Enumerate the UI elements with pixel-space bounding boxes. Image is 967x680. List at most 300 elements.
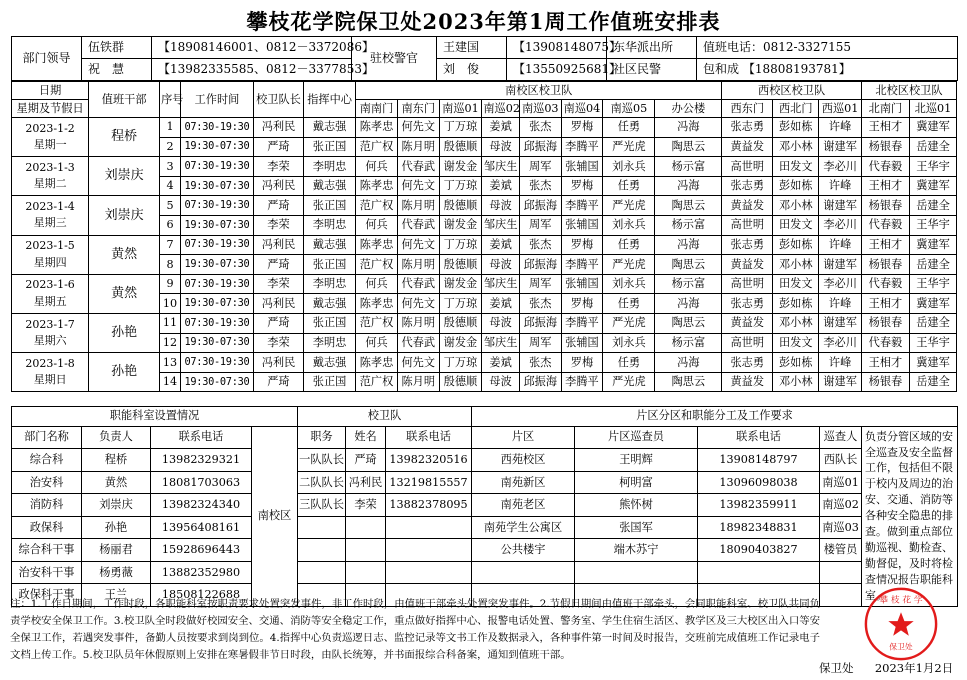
police-phone: 【13908148075】: [507, 37, 607, 59]
staff-cell: 范广权: [356, 255, 398, 275]
staff-cell: 杨示富: [655, 157, 722, 177]
staff-cell: 许峰: [819, 176, 862, 196]
header-south-group: 南校区校卫队: [356, 82, 722, 100]
guard-header: 联系电话: [386, 426, 472, 449]
guard-cell: [298, 539, 346, 562]
staff-cell: 冀建军: [909, 235, 956, 255]
seq-cell: 11: [160, 313, 181, 333]
footer: [819, 660, 953, 676]
page-title: 攀枝花学院保卫处2023年第1周工作值班安排表: [246, 9, 721, 34]
guard-cell: [346, 561, 386, 584]
area-cell: 13096098038: [698, 471, 820, 494]
date-cell: [12, 196, 89, 235]
time-cell: 19:30-07:30: [180, 294, 253, 314]
staff-cell: 杨示富: [655, 333, 722, 353]
staff-cell: 邱振海: [519, 313, 561, 333]
staff-cell: 何先文: [397, 118, 439, 138]
leader-phone: 【18908146001、0812－3372086】: [152, 37, 352, 59]
area-cell: [820, 584, 862, 607]
staff-cell: 任勇: [603, 353, 655, 373]
staff-cell: 田发文: [773, 157, 819, 177]
staff-cell: 陈孝忠: [356, 353, 398, 373]
area-section-title: 片区分区和职能分工及工作要求: [472, 407, 958, 427]
staff-cell: 张杰: [519, 235, 561, 255]
staff-cell: 许峰: [819, 353, 862, 373]
guard-cell: 三队队长: [298, 494, 346, 517]
header-post-column: 北南门: [861, 100, 909, 118]
area-description: 负责分管区域的安全巡查及安全监督工作，包括但不限于校内及周边的治安、交通、消防等各种安全隐患的排查。做到重点部位勤巡视、勤检查、勤督促，及时将检查情况报告职能科室。: [862, 426, 958, 606]
staff-cell: 李明忠: [304, 333, 356, 353]
header-captain: 校卫队长: [253, 82, 303, 118]
area-cell: 熊怀树: [575, 494, 698, 517]
date-cell: [12, 313, 89, 352]
staff-cell: 周军: [519, 215, 561, 235]
header-duty-officer: 值班干部: [89, 82, 160, 118]
seq-cell: 10: [160, 294, 181, 314]
weekday-text: 星期三: [33, 216, 67, 230]
staff-cell: 陶思云: [655, 255, 722, 275]
table-row: [12, 274, 957, 294]
staff-cell: 谢发金: [439, 157, 482, 177]
date-cell: [12, 274, 89, 313]
staff-cell: 谢发金: [439, 333, 482, 353]
staff-cell: 严光虎: [603, 196, 655, 216]
staff-cell: 姜斌: [482, 176, 520, 196]
police-name: 刘 俊: [437, 59, 507, 81]
header-date: 日期: [12, 82, 89, 100]
staff-cell: 冯海: [655, 118, 722, 138]
header-post-column: 办公楼: [655, 100, 722, 118]
guard-cell: 13882378095: [386, 494, 472, 517]
staff-cell: 陈孝忠: [356, 294, 398, 314]
staff-cell: 罗梅: [561, 176, 603, 196]
staff-cell: 何兵: [356, 215, 398, 235]
staff-cell: 彭如栋: [773, 176, 819, 196]
header-north-group: 北校区校卫队: [861, 82, 956, 100]
staff-cell: 田发文: [773, 215, 819, 235]
staff-cell: 谢建军: [819, 313, 862, 333]
table-row: [12, 157, 957, 177]
guard-cell: 一队队长: [298, 449, 346, 472]
staff-cell: 代春毅: [861, 274, 909, 294]
police-extra: 包和成 【18808193781】: [697, 59, 958, 81]
staff-cell: 冯海: [655, 235, 722, 255]
seq-cell: 14: [160, 372, 181, 392]
staff-cell: 王相才: [861, 235, 909, 255]
staff-cell: 刘永兵: [603, 157, 655, 177]
time-cell: 19:30-07:30: [180, 137, 253, 157]
staff-cell: 陶思云: [655, 372, 722, 392]
staff-cell: 李必川: [819, 274, 862, 294]
table-row: [12, 118, 957, 138]
date-text: 2023-1-4: [25, 199, 75, 213]
guard-section-title: 校卫队: [298, 407, 472, 427]
staff-cell: 母波: [482, 196, 520, 216]
dept-cell: 杨勇薇: [82, 561, 151, 584]
staff-cell: 黄益发: [722, 196, 773, 216]
staff-cell: 张辅国: [561, 333, 603, 353]
date-text: 2023-1-5: [25, 239, 75, 253]
staff-cell: 殷德顺: [439, 313, 482, 333]
staff-cell: 张辅国: [561, 274, 603, 294]
dept-cell: 刘崇庆: [82, 494, 151, 517]
staff-cell: 母波: [482, 137, 520, 157]
header-west-group: 西校区校卫队: [722, 82, 862, 100]
seq-cell: 4: [160, 176, 181, 196]
staff-cell: 戴志强: [304, 353, 356, 373]
staff-cell: 严光虎: [603, 137, 655, 157]
staff-cell: 李必川: [819, 215, 862, 235]
staff-cell: 戴志强: [304, 176, 356, 196]
dept-cell: 15928696443: [151, 539, 252, 562]
staff-cell: 母波: [482, 313, 520, 333]
staff-cell: 杨银春: [861, 255, 909, 275]
area-cell: 公共楼宇: [472, 539, 575, 562]
staff-cell: 彭如栋: [773, 118, 819, 138]
staff-cell: 彭如栋: [773, 353, 819, 373]
police-label: 驻校警官: [352, 37, 437, 81]
dept-header: 部门名称: [12, 426, 82, 449]
date-text: 2023-1-6: [25, 278, 75, 292]
staff-cell: 母波: [482, 372, 520, 392]
weekday-text: 星期四: [33, 255, 67, 269]
staff-cell: 冯利民: [253, 235, 303, 255]
dept-cell: 孙艳: [82, 516, 151, 539]
header-command: 指挥中心: [304, 82, 356, 118]
staff-cell: 母波: [482, 255, 520, 275]
staff-cell: 任勇: [603, 176, 655, 196]
area-cell: 西队长: [820, 449, 862, 472]
staff-cell: 张志勇: [722, 176, 773, 196]
staff-cell: 范广权: [356, 196, 398, 216]
staff-cell: 严光虎: [603, 255, 655, 275]
staff-cell: 邱振海: [519, 137, 561, 157]
staff-cell: 殷德顺: [439, 196, 482, 216]
guard-header: 职务: [298, 426, 346, 449]
area-header: 片区: [472, 426, 575, 449]
area-cell: 13908148797: [698, 449, 820, 472]
staff-cell: 许峰: [819, 118, 862, 138]
area-header: 巡查人: [820, 426, 862, 449]
staff-cell: 张志勇: [722, 118, 773, 138]
seq-cell: 2: [160, 137, 181, 157]
seq-cell: 8: [160, 255, 181, 275]
leaders-table: [11, 36, 958, 81]
staff-cell: 范广权: [356, 372, 398, 392]
guard-cell: [346, 539, 386, 562]
staff-cell: 代春武: [397, 333, 439, 353]
staff-cell: 何先文: [397, 235, 439, 255]
leader-name: 伍铁群: [82, 37, 152, 59]
staff-cell: 陈月明: [397, 255, 439, 275]
leader-name: 祝 慧: [82, 59, 152, 81]
police-phone: 【13550925681】: [507, 59, 607, 81]
area-cell: 南巡03: [820, 516, 862, 539]
staff-cell: 严琦: [253, 255, 303, 275]
staff-cell: 谢建军: [819, 196, 862, 216]
guard-cell: [298, 561, 346, 584]
guard-cell: [386, 561, 472, 584]
area-header: 片区巡查员: [575, 426, 698, 449]
table-row: [12, 539, 958, 562]
staff-cell: 王华宇: [909, 157, 956, 177]
staff-cell: 严光虎: [603, 372, 655, 392]
staff-cell: 罗梅: [561, 118, 603, 138]
staff-cell: 周军: [519, 157, 561, 177]
staff-cell: 罗梅: [561, 294, 603, 314]
table-row: [12, 235, 957, 255]
seq-cell: 9: [160, 274, 181, 294]
staff-cell: 陈月明: [397, 313, 439, 333]
staff-cell: 陈月明: [397, 372, 439, 392]
staff-cell: 谢建军: [819, 372, 862, 392]
duty-officer-cell: 刘崇庆: [89, 196, 160, 235]
guard-cell: 李荣: [346, 494, 386, 517]
area-cell: [472, 561, 575, 584]
staff-cell: 何先文: [397, 176, 439, 196]
dept-cell: 综合科: [12, 449, 82, 472]
police-extra: 值班电话：0812-3327155: [697, 37, 958, 59]
staff-cell: 许峰: [819, 294, 862, 314]
guard-cell: [386, 539, 472, 562]
staff-cell: 邓小林: [773, 196, 819, 216]
header-holiday: 星期及节假日: [12, 100, 89, 118]
staff-cell: 杨示富: [655, 274, 722, 294]
area-cell: [820, 561, 862, 584]
area-cell: 柯明富: [575, 471, 698, 494]
staff-cell: 严琦: [253, 137, 303, 157]
staff-cell: 冯海: [655, 353, 722, 373]
schedule-table: [11, 81, 957, 392]
staff-cell: 张志勇: [722, 294, 773, 314]
staff-cell: 黄益发: [722, 255, 773, 275]
staff-cell: 冀建军: [909, 353, 956, 373]
staff-cell: 姜斌: [482, 353, 520, 373]
staff-cell: 冀建军: [909, 176, 956, 196]
area-cell: 南苑老区: [472, 494, 575, 517]
staff-cell: 何兵: [356, 274, 398, 294]
staff-cell: 杨银春: [861, 372, 909, 392]
staff-cell: 姜斌: [482, 118, 520, 138]
dept-cell: 黄然: [82, 471, 151, 494]
area-cell: 西苑校区: [472, 449, 575, 472]
dept-cell: 18081703063: [151, 471, 252, 494]
staff-cell: 张辅国: [561, 215, 603, 235]
staff-cell: 代春武: [397, 157, 439, 177]
header-post-column: 西巡01: [819, 100, 862, 118]
staff-cell: 王华宇: [909, 333, 956, 353]
header-post-column: 南巡03: [519, 100, 561, 118]
staff-cell: 李荣: [253, 274, 303, 294]
weekday-text: 星期二: [33, 177, 67, 191]
staff-cell: 丁万琼: [439, 235, 482, 255]
staff-cell: 谢建军: [819, 255, 862, 275]
staff-cell: 邹庆生: [482, 157, 520, 177]
staff-cell: 姜斌: [482, 235, 520, 255]
staff-cell: 岳建全: [909, 313, 956, 333]
area-cell: [698, 561, 820, 584]
guard-cell: [386, 516, 472, 539]
staff-cell: 陈孝忠: [356, 176, 398, 196]
staff-cell: 戴志强: [304, 294, 356, 314]
staff-cell: 任勇: [603, 294, 655, 314]
staff-cell: 代春毅: [861, 157, 909, 177]
svg-text:攀 枝 花 学: 攀 枝 花 学: [879, 595, 923, 606]
staff-cell: 张正国: [304, 372, 356, 392]
area-header: 联系电话: [698, 426, 820, 449]
area-cell: 18090403827: [698, 539, 820, 562]
staff-cell: 刘永兵: [603, 274, 655, 294]
staff-cell: 张志勇: [722, 353, 773, 373]
header-post-column: 南南门: [356, 100, 398, 118]
header-post-column: 南巡05: [603, 100, 655, 118]
staff-cell: 任勇: [603, 118, 655, 138]
header-post-column: 南巡01: [439, 100, 482, 118]
dept-cell: 13956408161: [151, 516, 252, 539]
staff-cell: 彭如栋: [773, 294, 819, 314]
staff-cell: 何先文: [397, 294, 439, 314]
area-cell: 张国军: [575, 516, 698, 539]
staff-cell: 高世明: [722, 157, 773, 177]
staff-cell: 冯利民: [253, 353, 303, 373]
table-row: [12, 196, 957, 216]
date-cell: [12, 235, 89, 274]
staff-cell: 谢建军: [819, 137, 862, 157]
staff-cell: 邹庆生: [482, 333, 520, 353]
duty-officer-cell: 黄然: [89, 274, 160, 313]
area-cell: 南苑学生公寓区: [472, 516, 575, 539]
staff-cell: 范广权: [356, 137, 398, 157]
staff-cell: 黄益发: [722, 313, 773, 333]
dept-cell: 杨丽君: [82, 539, 151, 562]
area-cell: [575, 561, 698, 584]
dept-header: 联系电话: [151, 426, 252, 449]
staff-cell: 杨银春: [861, 196, 909, 216]
guard-cell: 冯利民: [346, 471, 386, 494]
guard-cell: [346, 516, 386, 539]
staff-cell: 冯利民: [253, 294, 303, 314]
area-cell: 端木苏宁: [575, 539, 698, 562]
staff-cell: 冯利民: [253, 118, 303, 138]
staff-cell: 彭如栋: [773, 235, 819, 255]
dept-cell: 政保科: [12, 516, 82, 539]
staff-cell: 李明忠: [304, 157, 356, 177]
staff-cell: 邓小林: [773, 255, 819, 275]
staff-cell: 田发文: [773, 274, 819, 294]
duty-officer-cell: 程桥: [89, 118, 160, 157]
staff-cell: 张杰: [519, 294, 561, 314]
staff-cell: 代春武: [397, 215, 439, 235]
staff-cell: 陶思云: [655, 313, 722, 333]
weekday-text: 星期一: [33, 138, 67, 152]
header-post-column: 西北门: [773, 100, 819, 118]
staff-cell: 戴志强: [304, 118, 356, 138]
guard-cell: 13982320516: [386, 449, 472, 472]
table-row: [12, 313, 957, 333]
lower-table: [11, 406, 958, 607]
staff-cell: 冯利民: [253, 176, 303, 196]
staff-cell: 李荣: [253, 215, 303, 235]
table-row: [12, 471, 958, 494]
staff-cell: 丁万琼: [439, 176, 482, 196]
staff-cell: 高世明: [722, 333, 773, 353]
staff-cell: 戴志强: [304, 235, 356, 255]
staff-cell: 刘永兵: [603, 215, 655, 235]
staff-cell: 丁万琼: [439, 118, 482, 138]
header-time: 工作时间: [180, 82, 253, 118]
header-post-column: 西东门: [722, 100, 773, 118]
staff-cell: 张正国: [304, 255, 356, 275]
dept-cell: 13982329321: [151, 449, 252, 472]
staff-cell: 许峰: [819, 235, 862, 255]
time-cell: 19:30-07:30: [180, 255, 253, 275]
dept-cell: 治安科干事: [12, 561, 82, 584]
guard-cell: [298, 516, 346, 539]
time-cell: 19:30-07:30: [180, 215, 253, 235]
staff-cell: 陶思云: [655, 196, 722, 216]
time-cell: 07:30-19:30: [180, 274, 253, 294]
staff-cell: 殷德顺: [439, 372, 482, 392]
seq-cell: 13: [160, 353, 181, 373]
area-cell: 南苑新区: [472, 471, 575, 494]
staff-cell: 杨银春: [861, 137, 909, 157]
staff-cell: 杨示富: [655, 215, 722, 235]
staff-cell: 岳建全: [909, 137, 956, 157]
staff-cell: 高世明: [722, 274, 773, 294]
staff-cell: 张正国: [304, 313, 356, 333]
staff-cell: 李明忠: [304, 215, 356, 235]
area-cell: 南巡01: [820, 471, 862, 494]
staff-cell: 任勇: [603, 235, 655, 255]
dept-cell: 综合科干事: [12, 539, 82, 562]
dept-section-title: 职能科室设置情况: [12, 407, 298, 427]
staff-cell: 黄益发: [722, 372, 773, 392]
staff-cell: 邓小林: [773, 313, 819, 333]
header-post-column: 南巡02: [482, 100, 520, 118]
time-cell: 07:30-19:30: [180, 157, 253, 177]
staff-cell: 王相才: [861, 353, 909, 373]
staff-cell: 邓小林: [773, 372, 819, 392]
staff-cell: 严琦: [253, 196, 303, 216]
staff-cell: 李荣: [253, 157, 303, 177]
notes-paragraph: 注：1.工作日期间，工作时段，各职能科室按职责要求处置突发事件，非工作时段，由值班干部牵头处置突发事件。2.节假日期间由值班干部牵头，会同职能科室、校卫队共同负责学校安全保卫工作。3.校卫队全时段做好校园安全、交通、消防等安全稳定工作，重点做好指挥中心、报警电话处置、警务室、学生住宿生活区、教学区及三大校区出入口等安全保卫工作，若遇突发事件，备勤人员按要求到岗到位。4.指挥中心负责巡逻日志、监控记录等文书工作及数据录入，各种事件第一时间及时报告，交班前完成值班工作记录电子文档上传工作。5.校卫队员年休假原则上安排在寒暑假非节日时段，由队长统筹，并书面报综合科备案，通知到值班干部。: [10, 598, 820, 662]
weekday-text: 星期五: [33, 294, 67, 308]
staff-cell: 岳建全: [909, 255, 956, 275]
staff-cell: 邓小林: [773, 137, 819, 157]
date-text: 2023-1-7: [25, 317, 75, 331]
guard-cell: 13219815557: [386, 471, 472, 494]
date-cell: [12, 353, 89, 392]
seq-cell: 6: [160, 215, 181, 235]
area-cell: 王明辉: [575, 449, 698, 472]
staff-cell: 王相才: [861, 118, 909, 138]
staff-cell: 李腾平: [561, 196, 603, 216]
dept-cell: 13982324340: [151, 494, 252, 517]
staff-cell: 陈孝忠: [356, 235, 398, 255]
staff-cell: 谢发金: [439, 215, 482, 235]
staff-cell: 丁万琼: [439, 294, 482, 314]
campus-cell: 南校区: [252, 426, 298, 606]
area-cell: 13982359911: [698, 494, 820, 517]
date-text: 2023-1-2: [25, 121, 75, 135]
leader-phone: 【13982335585、0812－3377853】: [152, 59, 352, 81]
staff-cell: 冀建军: [909, 294, 956, 314]
police-org: 社区民警: [607, 59, 697, 81]
staff-cell: 代春毅: [861, 333, 909, 353]
staff-cell: 李必川: [819, 333, 862, 353]
staff-cell: 李腾平: [561, 372, 603, 392]
staff-cell: 陈月明: [397, 137, 439, 157]
